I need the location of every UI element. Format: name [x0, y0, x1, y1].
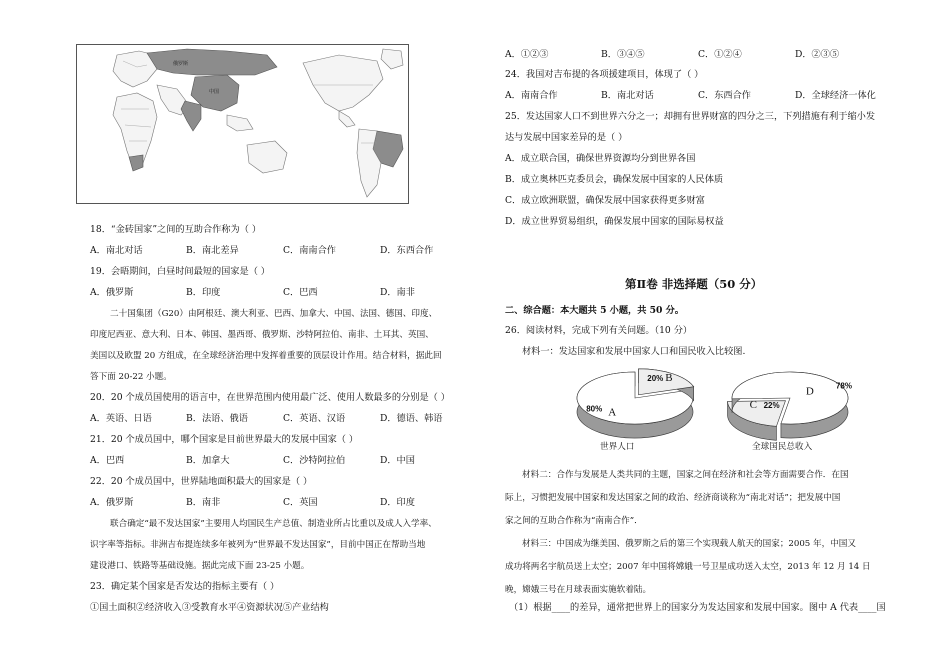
chart-title-population: 世界人口	[600, 441, 635, 451]
q19-stem: 19．会晤期间，白昼时间最短的国家是（ ）	[90, 266, 270, 277]
q24-option-c[interactable]: C．东西合作	[698, 90, 751, 101]
q19-option-d[interactable]: D．南非	[380, 287, 415, 298]
q23-option-a[interactable]: A．①②③	[505, 49, 549, 60]
world-map	[76, 44, 409, 204]
q18-option-a[interactable]: A．南北对话	[90, 245, 143, 256]
q19-option-a[interactable]: A．俄罗斯	[90, 287, 134, 298]
global-income-pie	[728, 372, 852, 440]
q26-part-1: （1）根据____的差异，通常把世界上的国家分为发达国家和发展中国家。图中 A 代表____国	[509, 602, 886, 613]
q22-option-b[interactable]: B．南非	[186, 497, 221, 508]
g20-passage-line-3: 美国以及欧盟 20 方组成，在全球经济治理中发挥着重要的顶层设计作用。结合材料，据此回	[90, 351, 442, 361]
q24-option-d[interactable]: D．全球经济一体化	[795, 90, 876, 101]
q19-option-b[interactable]: B．印度	[186, 287, 221, 298]
q20-option-a[interactable]: A．英语、日语	[90, 413, 152, 424]
material-1: 材料一：发达国家和发展中国家人口和国民收入比较图.	[522, 346, 746, 357]
q21-option-d[interactable]: D．中国	[380, 455, 415, 466]
chart-title-income: 全球国民总收入	[752, 441, 813, 451]
material-2-line-2: 际上，习惯把发展中国家和发达国家之间的政治、经济商谈称为“南北对话”；把发展中国	[505, 493, 841, 503]
q25-option-a[interactable]: A．成立联合国，确保世界资源均分到世界各国	[505, 153, 696, 164]
q21-option-b[interactable]: B．加拿大	[186, 455, 230, 466]
data-label-A: 80%	[586, 404, 603, 414]
world-population-pie	[577, 369, 694, 438]
category-label-B: B	[665, 372, 673, 385]
q22-stem: 22．20 个成员国中，世界陆地面积最大的国家是（ ）	[90, 476, 313, 487]
un-passage-line-2: 识字率等指标。非洲吉布提连续多年被列为“世界最不发达国家”，目前中国正在帮助当地	[90, 540, 426, 550]
q22-option-c[interactable]: C．英国	[283, 497, 318, 508]
q22-option-d[interactable]: D．印度	[380, 497, 415, 508]
data-label-D: 78%	[835, 381, 852, 391]
data-label-C: 22%	[763, 401, 780, 411]
q20-option-b[interactable]: B．法语、俄语	[186, 413, 248, 424]
material-3-line-1: 材料三：中国成为继美国、俄罗斯之后的第三个实现载人航天的国家；2005 年，中国又	[522, 539, 856, 549]
g20-passage-line-4: 答下面 20-22 小题。	[90, 372, 172, 382]
q20-option-d[interactable]: D．德语、韩语	[380, 413, 443, 424]
section-description: 二、综合题：本大题共 5 小题，共 50 分。	[505, 305, 684, 316]
data-label-B: 20%	[647, 374, 664, 384]
q21-option-a[interactable]: A．巴西	[90, 455, 125, 466]
q23-option-d[interactable]: D．②③⑤	[795, 49, 840, 60]
q25-option-d[interactable]: D．成立世界贸易组织，确保发展中国家的国际易权益	[505, 216, 724, 227]
q25-stem-line-2: 达与发展中国家差异的是（ ）	[505, 132, 628, 143]
q18-option-d[interactable]: D．东西合作	[380, 245, 434, 256]
comparison-charts	[575, 360, 865, 455]
q18-option-c[interactable]: C．南南合作	[283, 245, 336, 256]
q24-option-a[interactable]: A．南南合作	[505, 90, 558, 101]
category-label-D: D	[805, 385, 814, 398]
section-title: 第Ⅱ卷 非选择题（50 分）	[625, 277, 763, 291]
q23-option-b[interactable]: B．③④⑤	[601, 49, 645, 60]
material-2-line-3: 家之间的互助合作称为“南南合作”．	[505, 516, 643, 526]
map-label-russia: 俄罗斯	[173, 61, 189, 67]
q19-option-c[interactable]: C．巴西	[283, 287, 318, 298]
category-label-A: A	[608, 406, 617, 419]
material-2-line-1: 材料二：合作与发展是人类共同的主题，国家之间在经济和社会等方面需要合作．在国	[522, 470, 849, 480]
q18-option-b[interactable]: B．南北差异	[186, 245, 239, 256]
material-3-line-3: 晚，嫦娥三号在月球表面实施软着陆。	[505, 585, 652, 595]
un-passage-line-1: 联合确定“最不发达国家”主要用人均国民生产总值、制造业所占比重以及成人入学率、	[110, 519, 437, 529]
q23-option-c[interactable]: C．①②④	[698, 49, 742, 60]
category-label-C: C	[749, 399, 757, 412]
world-map-svg	[77, 45, 408, 203]
g20-passage-line-1: 二十国集团（G20）由阿根廷、澳大利亚、巴西、加拿大、中国、法国、德国、印度、	[110, 309, 438, 319]
q20-option-c[interactable]: C．英语、汉语	[283, 413, 346, 424]
q22-option-a[interactable]: A．俄罗斯	[90, 497, 134, 508]
q21-stem: 21．20 个成员国中，哪个国家是目前世界最大的发展中国家（ ）	[90, 434, 359, 445]
map-label-china: 中国	[209, 89, 220, 95]
q21-option-c[interactable]: C．沙特阿拉伯	[283, 455, 346, 466]
material-3-line-2: 成功将两名宇航员送上太空；2007 年中国将嫦娥一号卫星成功送入太空，2013 年 12 月 14 日	[505, 562, 871, 572]
q20-stem: 20．20 个成员国使用的语言中，在世界范围内使用最广泛、使用人数最多的分别是（ ）	[90, 392, 450, 403]
un-passage-line-3: 建设港口、铁路等基础设施。据此完成下面 23-25 小题。	[90, 561, 310, 571]
q25-option-b[interactable]: B．成立奥林匹克委员会，确保发展中国家的人民体质	[505, 174, 724, 185]
q24-stem: 24．我国对吉布提的各项援建项目，体现了（ ）	[505, 69, 704, 80]
q25-option-c[interactable]: C．成立欧洲联盟，确保发展中国家获得更多财富	[505, 195, 705, 206]
q23-stem: 23．确定某个国家是否发达的指标主要有（ ）	[90, 581, 280, 592]
q18-stem: 18．“金砖国家”之间的互助合作称为（ ）	[90, 224, 262, 235]
q24-option-b[interactable]: B．南北对话	[601, 90, 654, 101]
q25-stem-line-1: 25．发达国家人口不到世界六分之一；却拥有世界财富的四分之三，下列措施有利于缩小发	[505, 111, 876, 122]
q26-stem: 26．阅读材料，完成下列有关问题。（10 分）	[505, 325, 693, 336]
q23-items: ①国土面积②经济收入③受教育水平④资源状况⑤产业结构	[90, 602, 329, 613]
g20-passage-line-2: 印度尼西亚、意大利、日本、韩国、墨西哥、俄罗斯、沙特阿拉伯、南非、土耳其、英国、	[90, 330, 434, 340]
